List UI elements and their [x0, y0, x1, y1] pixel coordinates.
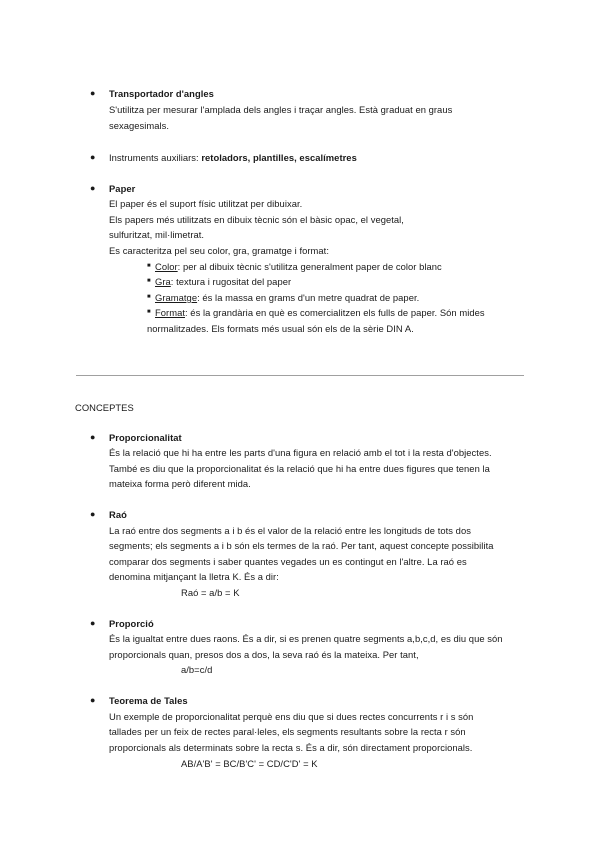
bullet-icon: ● — [90, 618, 96, 628]
transportador-line-1: S'utilitza per mesurar l'amplada dels angles i traçar angles. Està graduat en graus — [109, 104, 453, 115]
proporcionalitat-title: Proporcionalitat — [109, 432, 182, 443]
paper-line-1: El paper és el suport físic utilitzat per dibuixar. — [109, 198, 303, 209]
paper-item-text: : textura i rugositat del paper — [170, 276, 292, 287]
rao-line-2: segments; els segments a i b són els termes de la raó. Per tant, aquest concepte possibilita — [109, 540, 494, 551]
instruments-line — [109, 151, 357, 164]
paper-item-text: : per al dibuix tècnic s'utilitza generalment paper de color blanc — [177, 261, 442, 272]
proporcionalitat-line-2: També es diu que la proporcionalitat és la relació que hi ha entre dues figures que tenen la — [109, 463, 490, 474]
proporcionalitat-line-3: mateixa forma però diferent mida. — [109, 478, 251, 489]
paper-item-term: Format — [155, 307, 185, 318]
rao-line-3: comparar dos segments i saber quantes vegades un es contingut en l'altre. La raó es — [109, 556, 467, 567]
bullet-icon: ● — [90, 509, 96, 519]
section-heading-conceptes: CONCEPTES — [75, 402, 134, 413]
tales-line-2: tallades per un feix de rectes paral·leles, els segments resultants sobre la recta r són — [109, 726, 466, 737]
square-bullet-icon: ■ — [147, 309, 151, 315]
instruments-label: Instruments auxiliars: — [109, 152, 202, 163]
paper-item-color — [155, 260, 442, 273]
bullet-icon: ● — [90, 695, 96, 705]
transportador-title: Transportador d'angles — [109, 88, 214, 99]
paper-item-gra — [155, 275, 291, 288]
square-bullet-icon: ■ — [147, 278, 151, 284]
bullet-icon: ● — [90, 152, 96, 162]
tales-formula: AB/A'B' = BC/B'C' = CD/C'D' = K — [181, 758, 318, 769]
proporcio-title: Proporció — [109, 618, 154, 629]
paper-item-term: Gra — [155, 276, 171, 287]
instruments-value: retoladors, plantilles, escalímetres — [201, 152, 357, 163]
rao-formula: Raó = a/b = K — [181, 587, 240, 598]
paper-item-gramatge — [155, 291, 419, 304]
paper-item-format — [155, 306, 485, 319]
bullet-icon: ● — [90, 432, 96, 442]
rao-title: Raó — [109, 509, 127, 520]
paper-format-continued: normalitzades. Els formats més usual són els de la sèrie DIN A. — [147, 323, 414, 334]
proporcio-line-1: És la igualtat entre dues raons. És a dir, si es prenen quatre segments a,b,c,d, es diu que són — [109, 633, 503, 644]
tales-line-1: Un exemple de proporcionalitat perquè ens diu que si dues rectes concurrents r i s són — [109, 711, 474, 722]
tales-title: Teorema de Tales — [109, 695, 188, 706]
rao-line-1: La raó entre dos segments a i b és el valor de la relació entre les longituds de tots dos — [109, 525, 471, 536]
paper-line-2: Els papers més utilitzats en dibuix tècnic són el bàsic opac, el vegetal, — [109, 214, 404, 225]
paper-line-3: sulfuritzat, mil·limetrat. — [109, 229, 205, 240]
proporcio-formula: a/b=c/d — [181, 664, 213, 675]
paper-title: Paper — [109, 183, 136, 194]
rao-line-4: denomina mitjançant la lletra K. És a dir: — [109, 571, 279, 582]
square-bullet-icon: ■ — [147, 294, 151, 300]
paper-item-text: : és la massa en grams d'un metre quadrat de paper. — [197, 292, 420, 303]
proporcionalitat-line-1: És la relació que hi ha entre les parts d'una figura en relació amb el tot i la resta d'objectes. — [109, 447, 492, 458]
paper-item-text: : és la grandària en què es comercialitzen els fulls de paper. Són mides — [185, 307, 485, 318]
paper-line-4: Es caracteritza pel seu color, gra, gramatge i format: — [109, 245, 329, 256]
paper-item-term: Color — [155, 261, 178, 272]
proporcio-line-2: proporcionals quan, presos dos a dos, la seva raó és la mateixa. Per tant, — [109, 649, 419, 660]
square-bullet-icon: ■ — [147, 263, 151, 269]
paper-item-term: Gramatge — [155, 292, 198, 303]
bullet-icon: ● — [90, 88, 96, 98]
horizontal-divider — [76, 375, 524, 376]
tales-line-3: proporcionals als determinats sobre la recta s. És a dir, són directament proporcionals. — [109, 742, 473, 753]
transportador-line-2: sexagesimals. — [109, 120, 170, 131]
bullet-icon: ● — [90, 183, 96, 193]
